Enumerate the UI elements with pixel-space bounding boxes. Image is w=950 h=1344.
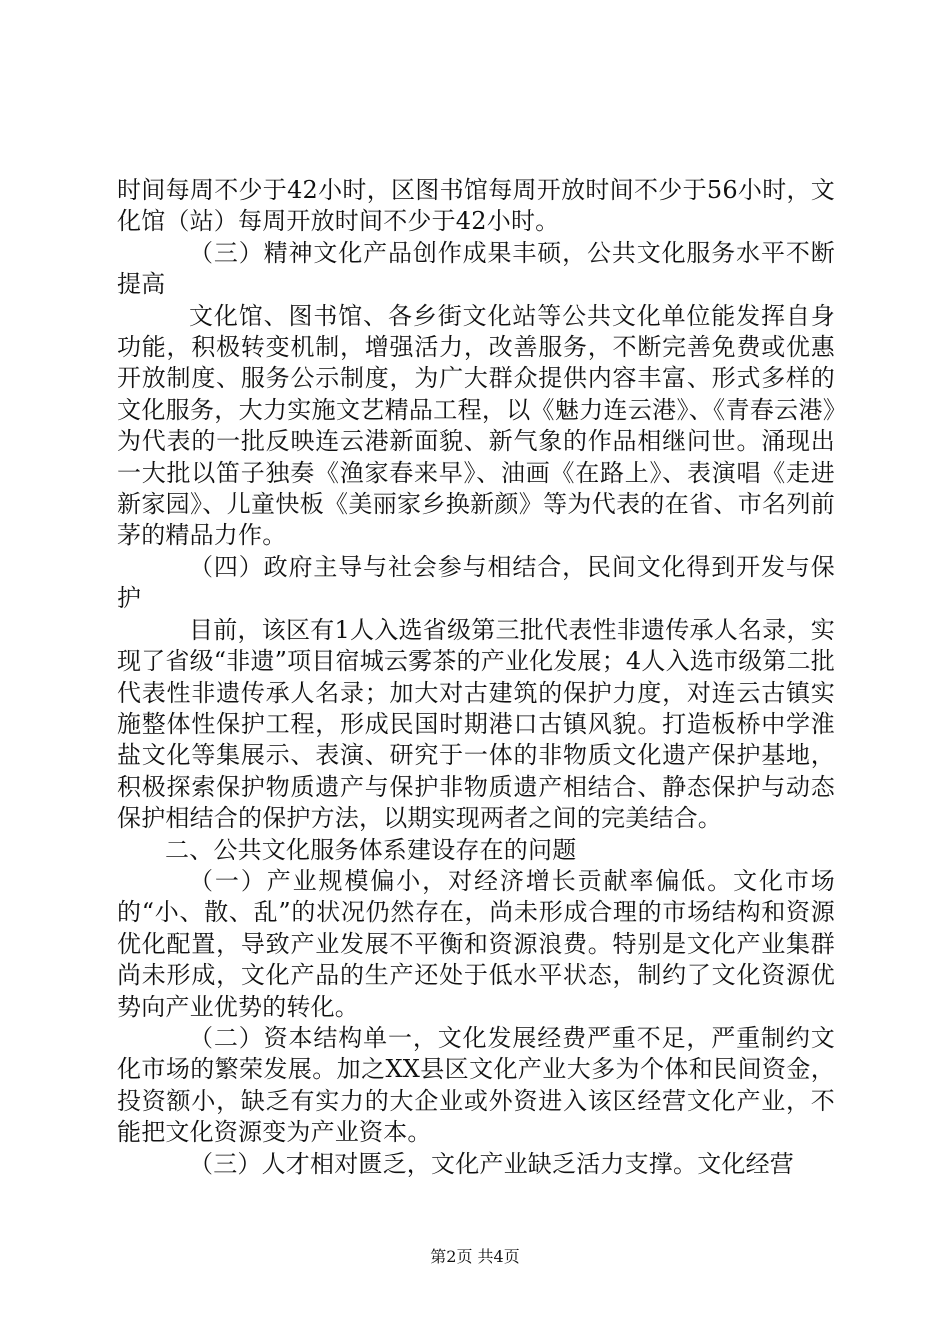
paragraph-problem-one: （一）产业规模偏小，对经济增长贡献率偏低。文化市场的“小、散、乱”的状况仍然存在，尚未形成合理的市场结构和资源优化配置，导致产业发展不平衡和资源浪费。特别是文化产业集群尚未形成，文化产品的生产还处于低水平状态，制约了文化资源优势向产业优势的转化。 [117,866,835,1021]
paragraph-problem-three: （三）人才相对匮乏，文化产业缺乏活力支撑。文化经营 [189,1149,794,1178]
paragraph-heritage-protection: 目前，该区有1人入选省级第三批代表性非遗传承人名录，实现了省级“非遗”项目宿城云雾茶的产业化发展；4人入选市级第二批代表性非遗传承人名录；加大对古建筑的保护力度，对连云古镇实施整体性保护工程，形成民国时期港口古镇风貌。打造板桥中学淮盐文化等集展示、表演、研究于一体的非物质文化遗产保护基地，积极探索保护物质遗产与保护非物质遗产相结合、静态保护与动态保护相结合的保护方法，以期实现两者之间的完美结合。 [117,615,836,833]
page-number-footer: 第2页 共4页 [430,1247,520,1266]
paragraph-cultural-services: 文化馆、图书馆、各乡街文化站等公共文化单位能发挥自身功能，积极转变机制，增强活力，改善服务，不断完善免费或优惠开放制度、服务公示制度，为广大群众提供内容丰富、形式多样的文化服务，大力实施文艺精品工程，以《魅力连云港》、《青春云港》为代表的一批反映连云港新面貌、新气象的作品相继问世。涌现出一大批以笛子独奏《渔家春来早》、油画《在路上》、表演唱《走进新家园》、儿童快板《美丽家乡换新颜》等为代表的在省、市名列前茅的精品力作。 [117,301,835,550]
paragraph-opening-hours: 时间每周不少于42小时，区图书馆每周开放时间不少于56小时，文化馆（站）每周开放时间不少于42小时。 [117,176,835,236]
paragraph-problem-two: （二）资本结构单一，文化发展经费严重不足，严重制约文化市场的繁荣发展。加之XX县区文化产业大多为个体和民间资金，投资额小，缺乏有实力的大企业或外资进入该区经营文化产业，不能把文化资源变为产业资本。 [117,1023,835,1147]
heading-section-three: （三）精神文化产品创作成果丰硕，公共文化服务水平不断提高 [117,238,835,299]
heading-section-four: （四）政府主导与社会参与相结合，民间文化得到开发与保护 [117,552,835,613]
document-body [117,175,835,1180]
heading-problems: 二、公共文化服务体系建设存在的问题 [165,835,577,864]
